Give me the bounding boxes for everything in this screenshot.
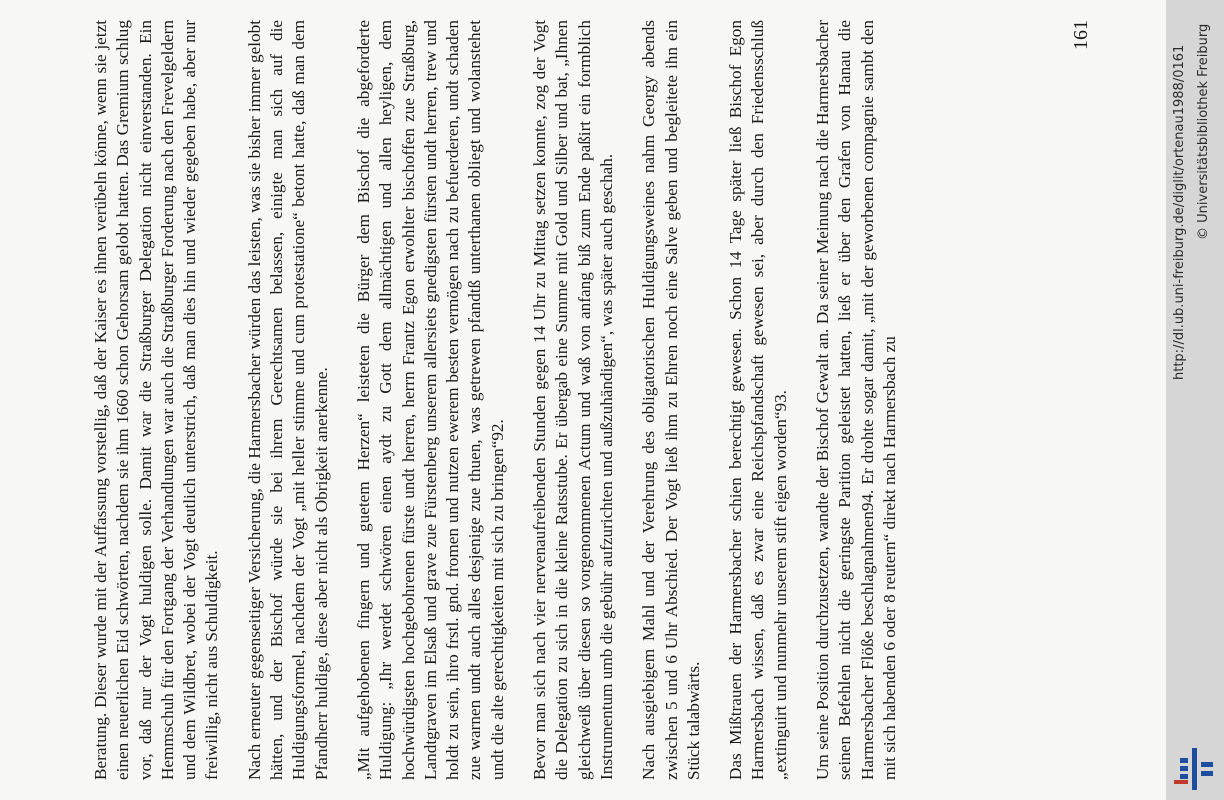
library-logo-icon [1172,746,1218,792]
library-sidebar [1166,0,1224,800]
body-text [90,20,1130,780]
paragraph-6: Das Mißtrauen der Harmersbacher schien berechtigt gewesen. Schon 14 Tage später ließ Bischof Egon Harmersbach wissen, daß es zwar eine Reichspfandschaft gewesen sei, aber durch den Friedensschluß „extinguirt und nunmehr unserem stift eigen worden“93. [726,20,790,780]
paragraph-2: Nach erneuter gegenseitiger Versicherung, die Harmersbacher würden das leisten, was sie bisher immer gelobt hätten, und der Bischof würde sie bei ihrem Gerechtsamen belassen, einigte man sich auf die Huldigungsformel, nachdem der Vogt „mit heller stimme und cum protestatione“ betont hatte, daß man dem Pfandherr huldige, diese aber nicht als Obrigkeit anerkenne. [244,20,331,780]
rotated-page-content [90,20,1130,780]
paragraph-7: Um seine Position durchzusetzen, wandte der Bischof Gewalt an. Da seiner Meinung nach die Harmersbacher seinen Befehlen nicht die geringste Parition geleistet hatten, ließ er über den Grafen von Hanau die Harmersbacher Flöße beschlagnahmen94. Er drohte sogar damit, „mit der geworbenen compagnie sambt den mit sich habenden 6 oder 8 reutern“ direkt nach Harmersbach zu [813,20,899,780]
paragraph-4: Bevor man sich nach vier nervenaufreibenden Stunden gegen 14 Uhr zu Mittag setzen konnte, zog der Vogt die Delegation zu sich in die kleine Ratsstube. Er übergab eine Summe mit Gold und Silber und bat, „Ihnen gleichweiß über diesen so vorgenommenen Actum und waß von anfang biß zum Ende paßirt ein formblich Instrumentum umb die gebühr aufzurichten und außzuhändigen“, was später auch geschah. [530,20,616,780]
sidebar-rotated [1166,0,1224,800]
paragraph-3: „Mit aufgehobenen fingern und guetem Herzen“ leisteten die Bürger dem Bischof die abgeforderte Huldigung: „Ihr werdet schwören einen aydt zu Gott dem allmächtigen und allen heyligen, dem hochwürdigsten hochgebohrenen fürste undt herren, herrn Frantz Egon erwohlter bischoffen zue Straßburg, Landtgraven im Elsaß und grave zue Fürstenberg unserem allersiets gnedigsten fürsten undt herren, trew und holdt zu sein, ihro frstl. gnd. fromen und nutzen ewerem besten vermögen nach zu befuerderen, undt schaden zue warnen undt auch alles desjenige zue thuen, was getrewen pfandtß unterthanen obliegt und wolanstehet undt die alte gerechtigkeiten mit sich zu bringen“92. [353,20,507,780]
copyright-notice: © Universitätsbibliothek Freiburg [1196,23,1211,240]
source-url-link[interactable]: http://dl.ub.uni-freiburg.de/diglit/ortenau1988/0161 [1172,44,1187,380]
paragraph-1: Beratung. Dieser wurde mit der Auffassung vorstellig, daß der Kaiser es ihnen verübeln könne, wenn sie jetzt einen neuerlichen Eid schwörten, nachdem sie ihm 1660 schon Gehorsam gelobt hatten. Das Gremium schlug vor, daß nur der Vogt huldigen solle. Damit war die Straßburger Delegation nicht einverstanden. Ein Hemmschuh für den Fortgang der Verhandlungen war auch die Straßburger Forderung nach den Frevelgeldern und dem Wildbret, wobei der Vogt deutlich unterstrich, daß man dies hin und wieder gegeben habe, aber nur freiwillig, nicht aus Schuldigkeit. [91,20,222,780]
page-number: 161 [1070,20,1092,50]
paragraph-5: Nach ausgiebigem Mahl und der Verehrung des obligatorischen Huldigungsweines nahm Georgy abends zwischen 5 und 6 Uhr Abschied. Der Vogt ließ ihm zu Ehren noch eine Salve geben und begleitete ihn ein Stück talabwärts. [639,20,703,780]
